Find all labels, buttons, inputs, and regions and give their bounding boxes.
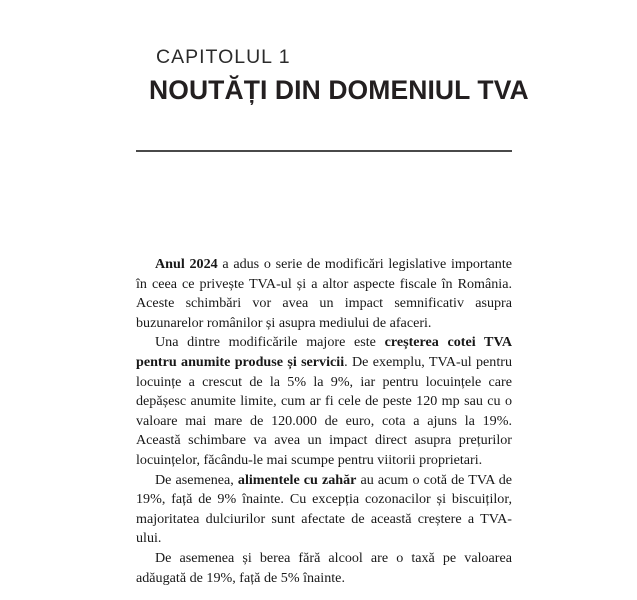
text-run: De asemenea, <box>155 471 238 488</box>
header-divider-rule <box>136 150 512 152</box>
body-paragraph <box>136 471 512 549</box>
body-text-column <box>136 255 512 588</box>
text-run: . De exemplu, TVA-ul pentru locuințe a crescut de la 5% la 9%, iar pentru locuințele care depășesc anumite limite, cum ar fi cele de peste 120 mp sau cu o valoare mai mare de 120.000 de euro, cota a ajuns la 19%. Această schimbare va avea un impact direct asupra prețurilor locuințelor, făcându-le mai scumpe pentru viitorii proprietari. <box>136 353 512 468</box>
emphasis-run: creșterea cotei TVA pentru anumite produse și servicii <box>136 334 512 370</box>
emphasis-run: alimentele cu zahăr <box>237 471 357 488</box>
body-paragraph <box>136 549 512 588</box>
body-paragraph <box>136 333 512 470</box>
emphasis-run: Anul 2024 <box>155 256 218 272</box>
text-run: a adus o serie de modificări legislative importante în ceea ce privește TVA-ul și a altor aspecte fiscale în România. Aceste schimbări vor avea un impact semnificativ asupra buzunarelor românilor și asupra mediului de afaceri. <box>136 256 512 331</box>
text-run: Una dintre modificările majore este <box>155 334 385 351</box>
chapter-title: NOUTĂȚI DIN DOMENIUL TVA <box>149 75 529 105</box>
text-run: De asemenea și berea fără alcool are o taxă pe valoarea adăugată de 19%, față de 5% înainte. <box>136 549 512 586</box>
chapter-number-label: CAPITOLUL 1 <box>156 46 291 68</box>
text-run: au acum o cotă de TVA de 19%, față de 9% înainte. Cu excepția cozonacilor și biscuiților, majoritatea dulciurilor sunt afectate de această creștere a TVA-ului. <box>136 471 513 547</box>
chapter-header <box>136 44 529 106</box>
body-paragraph <box>136 255 512 333</box>
